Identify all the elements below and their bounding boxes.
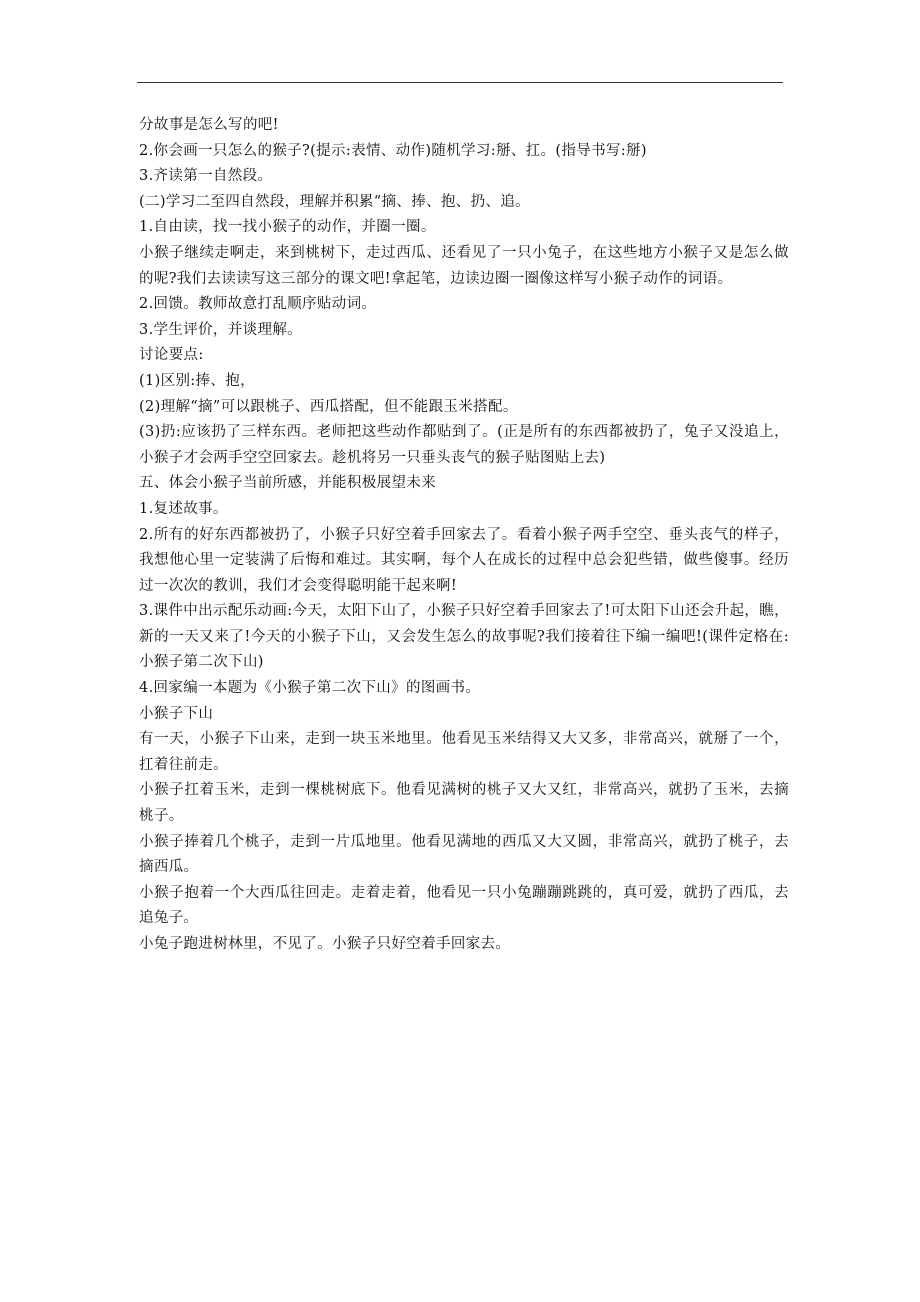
step-read-first-paragraph: 3.齐读第一自然段。 — [139, 168, 273, 185]
story-paragraph-4: 小猴子抱着一个大西瓜往回走。走着走着，他看见一只小兔蹦蹦跳跳的，真可爱，就扔了西瓜，去追兔子。 — [139, 884, 789, 927]
story-title: 小猴子下山 — [139, 705, 214, 722]
step-free-reading: 1.自由读，找一找小猴子的动作，并圈一圈。 — [139, 219, 436, 236]
section-heading-two-to-four: (二)学习二至四自然段，理解并积累“摘、捧、抱、扔、追。 — [139, 193, 531, 210]
reading-prompt: 小猴子继续走啊走，来到桃树下，走过西瓜、还看见了一只小兔子，在这些地方小猴子又是怎么做的呢?我们去读读写这三部分的课文吧!拿起笔，边读边圈一圈像这样写小猴子动作的词语。 — [139, 244, 789, 287]
story-paragraph-5: 小兔子跑进树林里，不见了。小猴子只好空着手回家去。 — [139, 936, 511, 952]
step-reflection: 2.所有的好东西都被扔了，小猴子只好空着手回家去了。看着小猴子两手空空、垂头丧气的样子，我想他心里一定装满了后悔和难过。其实啊，每个人在成长的过程中总会犯些错，做些傻事。经历过一次次的教训，我们才会变得聪明能干起来啊! — [139, 526, 789, 594]
step-retell-story: 1.复述故事。 — [139, 500, 228, 517]
step-courseware-animation: 3.课件中出示配乐动画:今天，太阳下山了，小猴子只好空着手回家去了!可太阳下山还会升起，瞧，新的一天又来了!今天的小猴子下山，又会发生怎么的故事呢?我们接着往下编一编吧!(课件定格在:小猴子第二次下山) — [139, 603, 789, 671]
discussion-point-3: (3)扔:应该扔了三样东西。老师把这些动作都贴到了。(正是所有的东西都被扔了，兔子又没追上，小猴子才会两手空空回家去。趁机将另一只垂头丧气的猴子贴图贴上去) — [139, 424, 789, 466]
document-body — [139, 113, 789, 958]
story-paragraph-2: 小猴子扛着玉米，走到一棵桃树底下。他看见满树的桃子又大又红，非常高兴，就扔了玉米，去摘桃子。 — [139, 782, 789, 825]
discussion-points-heading: 讨论要点: — [139, 347, 204, 364]
step-homework: 4.回家编一本题为《小猴子第二次下山》的图画书。 — [139, 680, 481, 697]
discussion-point-1: (1)区别:捧、抱， — [139, 372, 255, 389]
header-rule — [137, 82, 783, 83]
section-heading-five: 五、体会小猴子当前所感，并能积极展望未来 — [139, 475, 436, 492]
story-paragraph-1: 有一天，小猴子下山来，走到一块玉米地里。他看见玉米结得又大又多，非常高兴，就掰了一个，扛着往前走。 — [139, 731, 789, 773]
continued-line: 分故事是怎么写的吧! — [139, 117, 279, 133]
step-feedback: 2.回馈。教师故意打乱顺序贴动词。 — [139, 296, 377, 313]
discussion-point-2: (2)理解“摘”可以跟桃子、西瓜搭配，但不能跟玉米搭配。 — [139, 398, 518, 415]
story-paragraph-3: 小猴子捧着几个桃子，走到一片瓜地里。他看见满地的西瓜又大又圆，非常高兴，就扔了桃子，去摘西瓜。 — [139, 833, 789, 876]
step-draw-monkey: 2.你会画一只怎么的猴子?(提示:表情、动作)随机学习:掰、扛。(指导书写:掰) — [139, 142, 647, 159]
step-evaluation: 3.学生评价，并谈理解。 — [139, 321, 303, 338]
